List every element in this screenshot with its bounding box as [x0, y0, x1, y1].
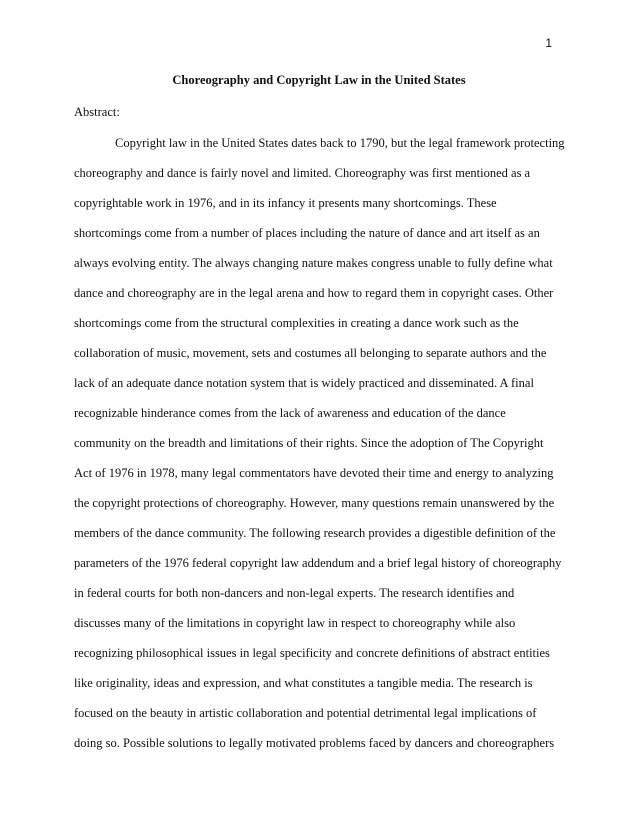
- body-line: always evolving entity. The always changing nature makes congress unable to fully define what: [74, 256, 553, 270]
- body-line: parameters of the 1976 federal copyright law addendum and a brief legal history of choreography: [74, 556, 562, 570]
- body-line: members of the dance community. The following research provides a digestible definition of the: [74, 526, 556, 540]
- body-line: dance and choreography are in the legal arena and how to regard them in copyright cases. Other: [74, 286, 554, 300]
- body-line: lack of an adequate dance notation system that is widely practiced and disseminated. A final: [74, 376, 534, 390]
- body-line: community on the breadth and limitations of their rights. Since the adoption of The Copyright: [74, 436, 544, 450]
- body-line: recognizable hinderance comes from the lack of awareness and education of the dance: [74, 406, 506, 420]
- body-line: Copyright law in the United States dates back to 1790, but the legal framework protecting: [115, 136, 565, 150]
- document-title: Choreography and Copyright Law in the United States: [172, 73, 466, 87]
- body-line: the copyright protections of choreography. However, many questions remain unanswered by the: [74, 496, 555, 510]
- body-line: discusses many of the limitations in copyright law in respect to choreography while also: [74, 616, 516, 630]
- body-line: doing so. Possible solutions to legally motivated problems faced by dancers and choreographers: [74, 736, 555, 750]
- body-line: focused on the beauty in artistic collaboration and potential detrimental legal implications of: [74, 706, 537, 720]
- body-line: shortcomings come from a number of places including the nature of dance and art itself as an: [74, 226, 540, 240]
- body-line: Act of 1976 in 1978, many legal commentators have devoted their time and energy to analyzing: [74, 466, 554, 480]
- body-line: copyrightable work in 1976, and in its infancy it presents many shortcomings. These: [74, 196, 497, 210]
- body-line: collaboration of music, movement, sets and costumes all belonging to separate authors and the: [74, 346, 547, 360]
- body-line: shortcomings come from the structural complexities in creating a dance work such as the: [74, 316, 519, 330]
- page-number: 1: [545, 36, 552, 50]
- abstract-heading: Abstract:: [74, 105, 120, 119]
- body-line: in federal courts for both non-dancers and non-legal experts. The research identifies and: [74, 586, 515, 600]
- body-line: recognizing philosophical issues in legal specificity and concrete definitions of abstract entities: [74, 646, 550, 660]
- body-line: choreography and dance is fairly novel and limited. Choreography was first mentioned as a: [74, 166, 531, 180]
- body-line: like originality, ideas and expression, and what constitutes a tangible media. The research is: [74, 676, 533, 690]
